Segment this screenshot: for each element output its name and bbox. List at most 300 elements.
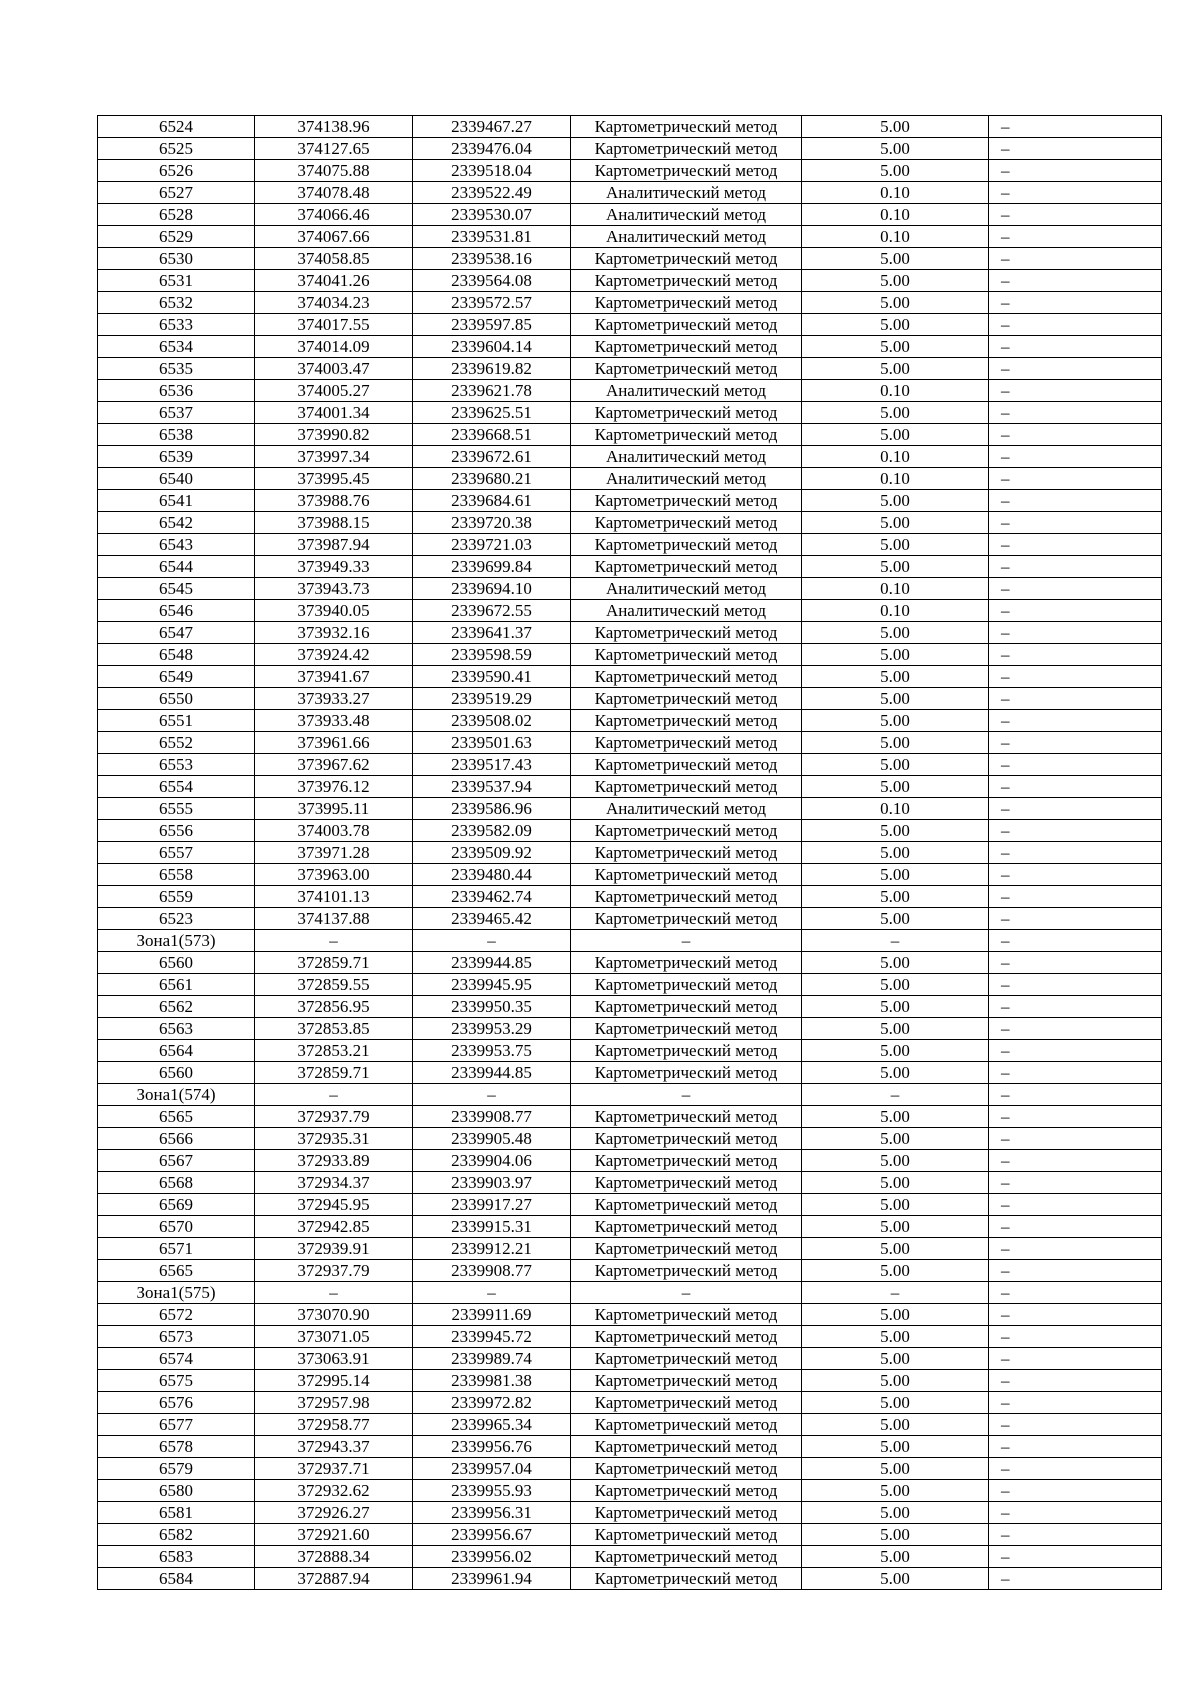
x-coordinate-cell: 374127.65 (255, 138, 413, 160)
point-number-cell: 6548 (98, 644, 255, 666)
method-cell: Картометрический метод (571, 512, 802, 534)
description-cell: – (989, 1546, 1162, 1568)
method-cell: Картометрический метод (571, 644, 802, 666)
table-row (98, 358, 1162, 380)
point-number-cell: 6562 (98, 996, 255, 1018)
x-coordinate-cell: 372853.21 (255, 1040, 413, 1062)
accuracy-cell: 5.00 (802, 1392, 989, 1414)
table-row (98, 1568, 1162, 1590)
method-cell: Картометрический метод (571, 754, 802, 776)
method-cell: Картометрический метод (571, 1172, 802, 1194)
method-cell: Картометрический метод (571, 1414, 802, 1436)
method-cell: Картометрический метод (571, 556, 802, 578)
description-cell: – (989, 336, 1162, 358)
table-row (98, 336, 1162, 358)
table-row (98, 380, 1162, 402)
y-coordinate-cell: 2339668.51 (413, 424, 571, 446)
point-number-cell: 6580 (98, 1480, 255, 1502)
point-number-cell: 6583 (98, 1546, 255, 1568)
point-number-cell: 6525 (98, 138, 255, 160)
accuracy-cell: 5.00 (802, 776, 989, 798)
accuracy-cell: 5.00 (802, 886, 989, 908)
method-cell: Аналитический метод (571, 446, 802, 468)
table-row (98, 116, 1162, 138)
table-row (98, 1018, 1162, 1040)
x-coordinate-cell: 372933.89 (255, 1150, 413, 1172)
method-cell: Картометрический метод (571, 864, 802, 886)
y-coordinate-cell: 2339911.69 (413, 1304, 571, 1326)
description-cell: – (989, 666, 1162, 688)
accuracy-cell: 0.10 (802, 380, 989, 402)
table-row (98, 776, 1162, 798)
accuracy-cell: 5.00 (802, 1040, 989, 1062)
point-number-cell: 6577 (98, 1414, 255, 1436)
y-coordinate-cell: 2339953.75 (413, 1040, 571, 1062)
method-cell: Картометрический метод (571, 1502, 802, 1524)
y-coordinate-cell: 2339467.27 (413, 116, 571, 138)
description-cell: – (989, 820, 1162, 842)
point-number-cell: 6541 (98, 490, 255, 512)
y-coordinate-cell: 2339903.97 (413, 1172, 571, 1194)
table-row (98, 578, 1162, 600)
x-coordinate-cell: 374003.47 (255, 358, 413, 380)
y-coordinate-cell: 2339672.55 (413, 600, 571, 622)
x-coordinate-cell: 372856.95 (255, 996, 413, 1018)
point-number-cell: 6557 (98, 842, 255, 864)
point-number-cell: 6568 (98, 1172, 255, 1194)
method-cell: Картометрический метод (571, 1326, 802, 1348)
table-row (98, 204, 1162, 226)
description-cell: – (989, 1238, 1162, 1260)
table-row (98, 402, 1162, 424)
description-cell: – (989, 270, 1162, 292)
description-cell: – (989, 1260, 1162, 1282)
x-coordinate-cell: 373933.48 (255, 710, 413, 732)
zone-header-row (98, 1282, 1162, 1304)
x-coordinate-cell: 372958.77 (255, 1414, 413, 1436)
point-number-cell: 6581 (98, 1502, 255, 1524)
point-number-cell: 6527 (98, 182, 255, 204)
point-number-cell: 6565 (98, 1260, 255, 1282)
method-cell: Картометрический метод (571, 336, 802, 358)
accuracy-cell: 5.00 (802, 1172, 989, 1194)
table-row (98, 1348, 1162, 1370)
y-coordinate-cell: 2339625.51 (413, 402, 571, 424)
accuracy-cell: 5.00 (802, 644, 989, 666)
y-coordinate-cell: 2339904.06 (413, 1150, 571, 1172)
table-row (98, 138, 1162, 160)
y-coordinate-cell: 2339905.48 (413, 1128, 571, 1150)
method-cell: Картометрический метод (571, 886, 802, 908)
method-cell: Картометрический метод (571, 292, 802, 314)
y-coordinate-cell: 2339956.02 (413, 1546, 571, 1568)
method-cell: Картометрический метод (571, 820, 802, 842)
y-coordinate-cell: 2339956.31 (413, 1502, 571, 1524)
point-number-cell: 6582 (98, 1524, 255, 1546)
accuracy-cell: 5.00 (802, 556, 989, 578)
table-row (98, 1326, 1162, 1348)
y-coordinate-cell: 2339720.38 (413, 512, 571, 534)
accuracy-cell: 0.10 (802, 226, 989, 248)
accuracy-cell: 0.10 (802, 204, 989, 226)
table-row (98, 908, 1162, 930)
y-coordinate-cell: 2339604.14 (413, 336, 571, 358)
description-cell: – (989, 160, 1162, 182)
table-row (98, 952, 1162, 974)
table-row (98, 622, 1162, 644)
accuracy-cell: 5.00 (802, 424, 989, 446)
x-coordinate-cell: 372943.37 (255, 1436, 413, 1458)
point-number-cell: 6556 (98, 820, 255, 842)
description-cell: – (989, 1062, 1162, 1084)
x-coordinate-cell: 372942.85 (255, 1216, 413, 1238)
description-cell: – (989, 1392, 1162, 1414)
method-cell: – (571, 1084, 802, 1106)
x-coordinate-cell: 373987.94 (255, 534, 413, 556)
description-cell: – (989, 138, 1162, 160)
description-cell: – (989, 1304, 1162, 1326)
accuracy-cell: 5.00 (802, 116, 989, 138)
table-row (98, 314, 1162, 336)
table-row (98, 842, 1162, 864)
table-row (98, 1480, 1162, 1502)
table-row (98, 160, 1162, 182)
point-number-cell: 6553 (98, 754, 255, 776)
accuracy-cell: 5.00 (802, 732, 989, 754)
point-number-cell: 6538 (98, 424, 255, 446)
accuracy-cell: 5.00 (802, 952, 989, 974)
method-cell: Картометрический метод (571, 1304, 802, 1326)
description-cell: – (989, 556, 1162, 578)
x-coordinate-cell: 374137.88 (255, 908, 413, 930)
description-cell: – (989, 864, 1162, 886)
table-row (98, 600, 1162, 622)
description-cell: – (989, 754, 1162, 776)
method-cell: Картометрический метод (571, 974, 802, 996)
x-coordinate-cell: 374075.88 (255, 160, 413, 182)
y-coordinate-cell: 2339944.85 (413, 952, 571, 974)
method-cell: Картометрический метод (571, 1106, 802, 1128)
table-row (98, 1172, 1162, 1194)
point-number-cell: 6532 (98, 292, 255, 314)
x-coordinate-cell: 372937.79 (255, 1260, 413, 1282)
table-row (98, 490, 1162, 512)
accuracy-cell: 5.00 (802, 512, 989, 534)
x-coordinate-cell: 373941.67 (255, 666, 413, 688)
accuracy-cell: 5.00 (802, 1370, 989, 1392)
y-coordinate-cell: 2339501.63 (413, 732, 571, 754)
accuracy-cell: 0.10 (802, 578, 989, 600)
y-coordinate-cell: 2339945.95 (413, 974, 571, 996)
x-coordinate-cell: 373988.76 (255, 490, 413, 512)
accuracy-cell: 5.00 (802, 358, 989, 380)
table-row (98, 1370, 1162, 1392)
table-row (98, 754, 1162, 776)
y-coordinate-cell: 2339972.82 (413, 1392, 571, 1414)
table-row (98, 1260, 1162, 1282)
coordinates-table-body (98, 116, 1162, 1590)
description-cell: – (989, 996, 1162, 1018)
y-coordinate-cell: 2339508.02 (413, 710, 571, 732)
y-coordinate-cell: 2339572.57 (413, 292, 571, 314)
y-coordinate-cell: 2339908.77 (413, 1260, 571, 1282)
accuracy-cell: 5.00 (802, 534, 989, 556)
x-coordinate-cell: 373976.12 (255, 776, 413, 798)
y-coordinate-cell: 2339537.94 (413, 776, 571, 798)
method-cell: Картометрический метод (571, 1546, 802, 1568)
description-cell: – (989, 1568, 1162, 1590)
y-coordinate-cell: 2339586.96 (413, 798, 571, 820)
method-cell: Картометрический метод (571, 1480, 802, 1502)
table-row (98, 666, 1162, 688)
x-coordinate-cell: 372921.60 (255, 1524, 413, 1546)
y-coordinate-cell: 2339917.27 (413, 1194, 571, 1216)
y-coordinate-cell: 2339522.49 (413, 182, 571, 204)
y-coordinate-cell: 2339564.08 (413, 270, 571, 292)
x-coordinate-cell: 374001.34 (255, 402, 413, 424)
point-number-cell: 6574 (98, 1348, 255, 1370)
table-row (98, 1524, 1162, 1546)
description-cell: – (989, 182, 1162, 204)
x-coordinate-cell: 372859.71 (255, 1062, 413, 1084)
description-cell: – (989, 578, 1162, 600)
table-row (98, 1392, 1162, 1414)
point-number-cell: 6529 (98, 226, 255, 248)
table-row (98, 1128, 1162, 1150)
accuracy-cell: 5.00 (802, 1106, 989, 1128)
point-number-cell: 6528 (98, 204, 255, 226)
x-coordinate-cell: 374138.96 (255, 116, 413, 138)
coordinates-table (97, 115, 1162, 1590)
description-cell: – (989, 1436, 1162, 1458)
point-number-cell: 6563 (98, 1018, 255, 1040)
table-row (98, 1106, 1162, 1128)
accuracy-cell: 0.10 (802, 446, 989, 468)
x-coordinate-cell: 373988.15 (255, 512, 413, 534)
accuracy-cell: 5.00 (802, 1304, 989, 1326)
description-cell: – (989, 292, 1162, 314)
x-coordinate-cell: 372957.98 (255, 1392, 413, 1414)
accuracy-cell: 5.00 (802, 270, 989, 292)
method-cell: Аналитический метод (571, 578, 802, 600)
description-cell: – (989, 116, 1162, 138)
x-coordinate-cell: 373943.73 (255, 578, 413, 600)
description-cell: – (989, 930, 1162, 952)
accuracy-cell: 5.00 (802, 1150, 989, 1172)
x-coordinate-cell: 373924.42 (255, 644, 413, 666)
method-cell: Аналитический метод (571, 204, 802, 226)
description-cell: – (989, 1194, 1162, 1216)
point-number-cell: 6536 (98, 380, 255, 402)
point-number-cell: 6546 (98, 600, 255, 622)
table-row (98, 644, 1162, 666)
accuracy-cell: 5.00 (802, 820, 989, 842)
x-coordinate-cell: 372935.31 (255, 1128, 413, 1150)
point-number-cell: Зона1(574) (98, 1084, 255, 1106)
y-coordinate-cell: 2339517.43 (413, 754, 571, 776)
accuracy-cell: 0.10 (802, 468, 989, 490)
method-cell: Картометрический метод (571, 842, 802, 864)
table-row (98, 1216, 1162, 1238)
x-coordinate-cell: 374041.26 (255, 270, 413, 292)
description-cell: – (989, 1128, 1162, 1150)
x-coordinate-cell: 374003.78 (255, 820, 413, 842)
accuracy-cell: 5.00 (802, 974, 989, 996)
y-coordinate-cell: 2339530.07 (413, 204, 571, 226)
method-cell: Картометрический метод (571, 138, 802, 160)
x-coordinate-cell: – (255, 1084, 413, 1106)
method-cell: Картометрический метод (571, 1436, 802, 1458)
method-cell: Картометрический метод (571, 116, 802, 138)
method-cell: Аналитический метод (571, 600, 802, 622)
description-cell: – (989, 314, 1162, 336)
y-coordinate-cell: 2339462.74 (413, 886, 571, 908)
point-number-cell: 6552 (98, 732, 255, 754)
y-coordinate-cell: 2339908.77 (413, 1106, 571, 1128)
accuracy-cell: 5.00 (802, 1194, 989, 1216)
point-number-cell: 6558 (98, 864, 255, 886)
x-coordinate-cell: 372859.55 (255, 974, 413, 996)
description-cell: – (989, 204, 1162, 226)
x-coordinate-cell: 372926.27 (255, 1502, 413, 1524)
accuracy-cell: 0.10 (802, 600, 989, 622)
point-number-cell: 6559 (98, 886, 255, 908)
description-cell: – (989, 622, 1162, 644)
description-cell: – (989, 974, 1162, 996)
table-row (98, 424, 1162, 446)
table-row (98, 1458, 1162, 1480)
point-number-cell: 6543 (98, 534, 255, 556)
x-coordinate-cell: 373063.91 (255, 1348, 413, 1370)
table-row (98, 1502, 1162, 1524)
y-coordinate-cell: 2339598.59 (413, 644, 571, 666)
y-coordinate-cell: 2339684.61 (413, 490, 571, 512)
y-coordinate-cell: 2339531.81 (413, 226, 571, 248)
y-coordinate-cell: 2339721.03 (413, 534, 571, 556)
description-cell: – (989, 1414, 1162, 1436)
table-row (98, 1414, 1162, 1436)
y-coordinate-cell: 2339641.37 (413, 622, 571, 644)
description-cell: – (989, 1524, 1162, 1546)
description-cell: – (989, 842, 1162, 864)
point-number-cell: 6545 (98, 578, 255, 600)
description-cell: – (989, 1040, 1162, 1062)
description-cell: – (989, 886, 1162, 908)
description-cell: – (989, 1370, 1162, 1392)
y-coordinate-cell: – (413, 1282, 571, 1304)
y-coordinate-cell: 2339538.16 (413, 248, 571, 270)
point-number-cell: 6530 (98, 248, 255, 270)
method-cell: Картометрический метод (571, 732, 802, 754)
table-row (98, 886, 1162, 908)
description-cell: – (989, 1172, 1162, 1194)
x-coordinate-cell: 372887.94 (255, 1568, 413, 1590)
x-coordinate-cell: 372945.95 (255, 1194, 413, 1216)
description-cell: – (989, 226, 1162, 248)
method-cell: Картометрический метод (571, 248, 802, 270)
x-coordinate-cell: 372937.79 (255, 1106, 413, 1128)
accuracy-cell: 5.00 (802, 908, 989, 930)
point-number-cell: 6531 (98, 270, 255, 292)
x-coordinate-cell: 372853.85 (255, 1018, 413, 1040)
x-coordinate-cell: 373932.16 (255, 622, 413, 644)
description-cell: – (989, 1216, 1162, 1238)
table-row (98, 1238, 1162, 1260)
y-coordinate-cell: 2339582.09 (413, 820, 571, 842)
y-coordinate-cell: 2339680.21 (413, 468, 571, 490)
y-coordinate-cell: 2339519.29 (413, 688, 571, 710)
table-row (98, 820, 1162, 842)
accuracy-cell: 5.00 (802, 1546, 989, 1568)
method-cell: Картометрический метод (571, 622, 802, 644)
description-cell: – (989, 446, 1162, 468)
accuracy-cell: 5.00 (802, 1458, 989, 1480)
table-row (98, 248, 1162, 270)
point-number-cell: 6547 (98, 622, 255, 644)
point-number-cell: 6534 (98, 336, 255, 358)
point-number-cell: 6571 (98, 1238, 255, 1260)
description-cell: – (989, 512, 1162, 534)
point-number-cell: 6560 (98, 1062, 255, 1084)
x-coordinate-cell: 372995.14 (255, 1370, 413, 1392)
description-cell: – (989, 424, 1162, 446)
description-cell: – (989, 952, 1162, 974)
table-row (98, 226, 1162, 248)
point-number-cell: Зона1(575) (98, 1282, 255, 1304)
table-row (98, 468, 1162, 490)
point-number-cell: 6549 (98, 666, 255, 688)
method-cell: Картометрический метод (571, 1150, 802, 1172)
accuracy-cell: 5.00 (802, 688, 989, 710)
accuracy-cell: 5.00 (802, 490, 989, 512)
description-cell: – (989, 908, 1162, 930)
accuracy-cell: 5.00 (802, 1326, 989, 1348)
method-cell: Аналитический метод (571, 380, 802, 402)
y-coordinate-cell: 2339699.84 (413, 556, 571, 578)
method-cell: Картометрический метод (571, 1062, 802, 1084)
x-coordinate-cell: 374058.85 (255, 248, 413, 270)
x-coordinate-cell: 373995.11 (255, 798, 413, 820)
y-coordinate-cell: – (413, 930, 571, 952)
y-coordinate-cell: 2339672.61 (413, 446, 571, 468)
x-coordinate-cell: 372937.71 (255, 1458, 413, 1480)
method-cell: Картометрический метод (571, 1524, 802, 1546)
accuracy-cell: 5.00 (802, 248, 989, 270)
table-row (98, 798, 1162, 820)
accuracy-cell: 5.00 (802, 842, 989, 864)
x-coordinate-cell: – (255, 1282, 413, 1304)
table-row (98, 1062, 1162, 1084)
x-coordinate-cell: 372859.71 (255, 952, 413, 974)
y-coordinate-cell: 2339518.04 (413, 160, 571, 182)
description-cell: – (989, 644, 1162, 666)
y-coordinate-cell: 2339965.34 (413, 1414, 571, 1436)
y-coordinate-cell: 2339944.85 (413, 1062, 571, 1084)
accuracy-cell: 5.00 (802, 1216, 989, 1238)
point-number-cell: 6578 (98, 1436, 255, 1458)
method-cell: Картометрический метод (571, 358, 802, 380)
accuracy-cell: 5.00 (802, 754, 989, 776)
point-number-cell: 6542 (98, 512, 255, 534)
y-coordinate-cell: 2339956.76 (413, 1436, 571, 1458)
point-number-cell: 6564 (98, 1040, 255, 1062)
method-cell: Картометрический метод (571, 1348, 802, 1370)
point-number-cell: Зона1(573) (98, 930, 255, 952)
accuracy-cell: – (802, 930, 989, 952)
table-row (98, 512, 1162, 534)
x-coordinate-cell: 374017.55 (255, 314, 413, 336)
x-coordinate-cell: 373990.82 (255, 424, 413, 446)
